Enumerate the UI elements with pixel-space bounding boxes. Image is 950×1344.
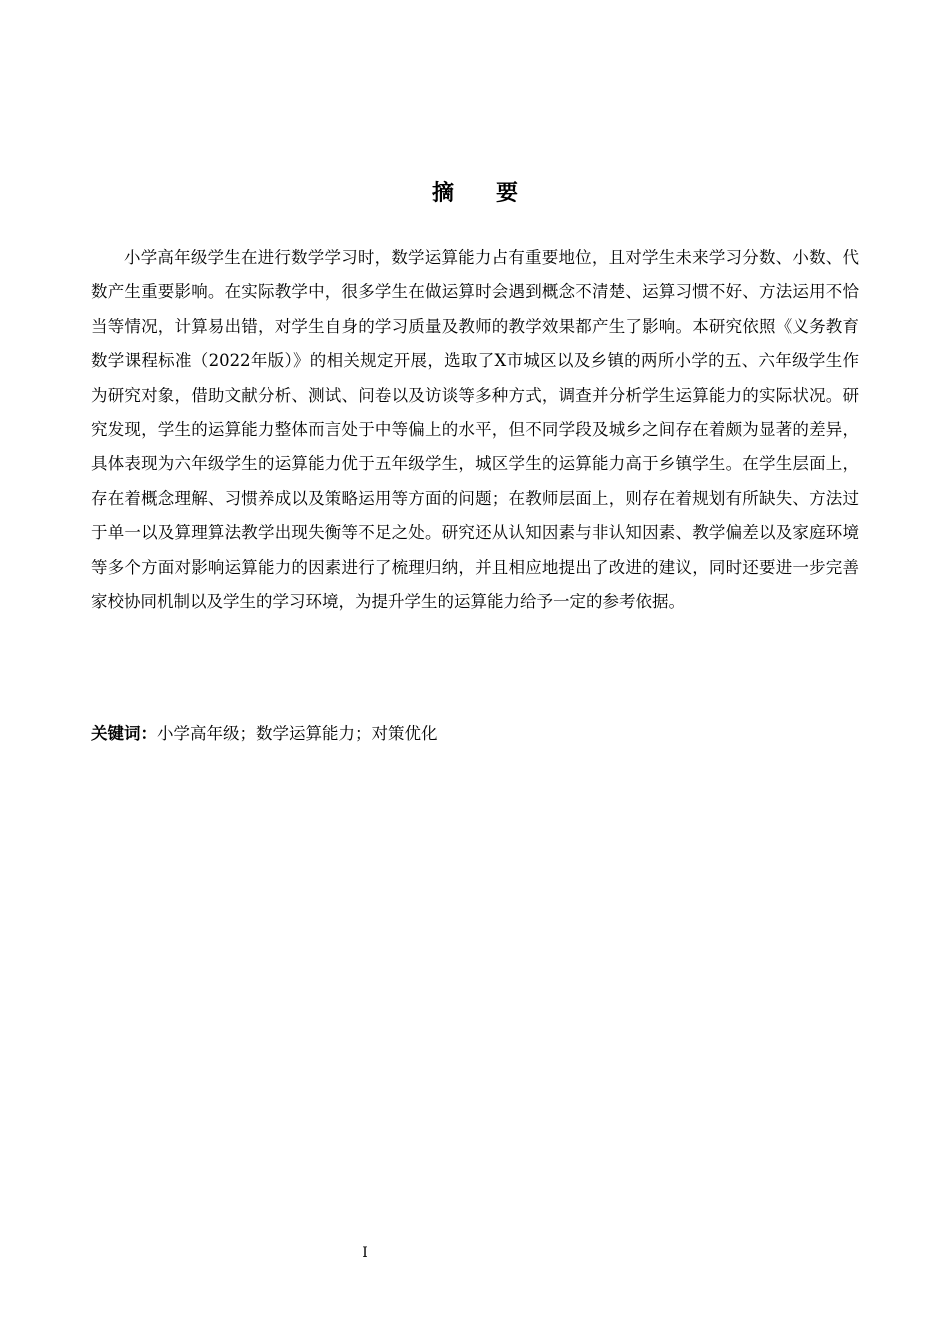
keywords-text: 小学高年级；数学运算能力；对策优化 bbox=[157, 724, 438, 743]
abstract-title: 摘要 bbox=[431, 181, 560, 206]
page-number: I bbox=[362, 1245, 368, 1261]
keywords-label: 关键词： bbox=[91, 724, 157, 743]
abstract-body: 小学高年级学生在进行数学学习时，数学运算能力占有重要地位，且对学生未来学习分数、小数、代数产生重要影响。在实际教学中，很多学生在做运算时会遇到概念不清楚、运算习惯不好、方法运用不恰当等情况，计算易出错，对学生自身的学习质量及教师的教学效果都产生了影响。本研究依照《义务教育数学课程标准（2022年版）》的相关规定开展，选取了X市城区以及乡镇的两所小学的五、六年级学生作为研究对象，借助文献分析、测试、问卷以及访谈等多种方式，调查并分析学生运算能力的实际状况。研究发现，学生的运算能力整体而言处于中等偏上的水平，但不同学段及城乡之间存在着颇为显著的差异，具体表现为六年级学生的运算能力优于五年级学生，城区学生的运算能力高于乡镇学生。在学生层面上，存在着概念理解、习惯养成以及策略运用等方面的问题；在教师层面上，则存在着规划有所缺失、方法过于单一以及算理算法教学出现失衡等不足之处。研究还从认知因素与非认知因素、教学偏差以及家庭环境等多个方面对影响运算能力的因素进行了梳理归纳，并且相应地提出了改进的建议，同时还要进一步完善家校协同机制以及学生的学习环境，为提升学生的运算能力给予一定的参考依据。 bbox=[91, 248, 859, 612]
keywords-line bbox=[91, 717, 859, 751]
